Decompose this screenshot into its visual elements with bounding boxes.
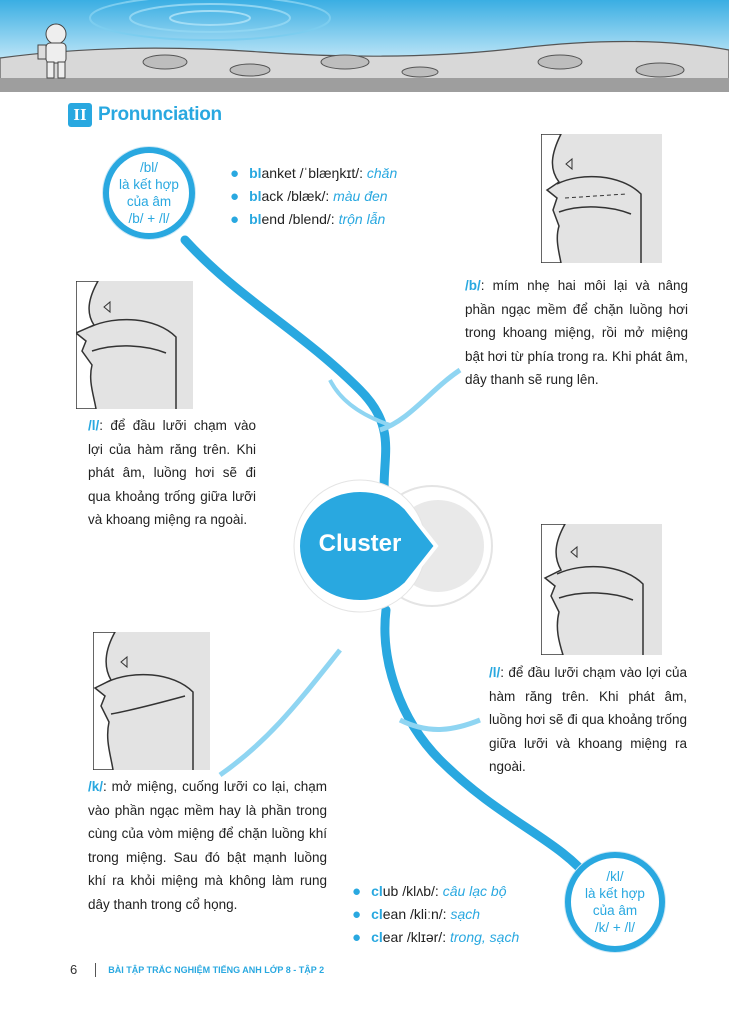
mouth-diagram-icon <box>76 281 193 409</box>
mouth-l-illustration-left <box>76 281 193 409</box>
bl-word-list <box>230 162 397 231</box>
list-item: ● clean /kliːn/: sạch <box>352 906 481 923</box>
book-title: BÀI TẬP TRẮC NGHIỆM TIẾNG ANH LỚP 8 - TẬP 2 <box>108 964 325 975</box>
kl-word-list <box>352 880 519 949</box>
list-item: ● club /klʌb/: câu lạc bộ <box>352 883 507 900</box>
list-item: ● blend /blend/: trộn lẫn <box>230 211 386 228</box>
list-item: ● black /blæk/: màu đen <box>230 188 388 205</box>
list-item: ● blanket /ˈblæŋkɪt/: chăn <box>230 165 398 182</box>
footer-divider <box>95 963 96 977</box>
section-title: Pronunciation <box>98 104 222 125</box>
bullet-icon: ● <box>230 211 240 228</box>
b-description: /b/: mím nhẹ hai môi lại và nâng phần ngạc mềm để chặn luồng hơi trong khoang miệng, rồi mở miệng bật hơi từ phía trong ra. Khi phát âm, dây thanh sẽ rung lên. <box>465 278 688 387</box>
kl-badge-line: /kl/ <box>606 869 624 884</box>
bl-badge-line: /bl/ <box>139 160 158 175</box>
mouth-diagram-icon <box>541 524 662 655</box>
center-label: Cluster <box>318 530 402 557</box>
bullet-icon: ● <box>352 906 362 923</box>
kl-badge-line: là kết hợp <box>585 886 645 901</box>
mouth-b-illustration <box>541 134 662 263</box>
bl-badge-line: của âm <box>126 194 172 209</box>
kl-badge <box>565 852 665 952</box>
mouth-l-illustration-right <box>541 524 662 655</box>
mouth-diagram-icon <box>93 632 210 770</box>
bullet-icon: ● <box>352 883 362 900</box>
page-footer <box>70 962 324 977</box>
page-number: 6 <box>70 962 78 977</box>
l-description-right: /l/: để đầu lưỡi chạm vào lợi của hàm răng trên. Khi phát âm, luồng hơi sẽ đi qua khoảng trống giữa lưỡi và khoang miệng ra ngoài. <box>489 665 687 774</box>
kl-badge-line: /k/ + /l/ <box>594 920 636 935</box>
list-item: ● clear /klɪər/: trong, sạch <box>352 929 520 946</box>
mouth-diagram-icon <box>541 134 662 263</box>
bullet-icon: ● <box>352 929 362 946</box>
bl-badge <box>103 147 195 239</box>
kl-badge-line: của âm <box>592 903 638 918</box>
l-description-left: /l/: để đầu lưỡi chạm vào lợi của hàm răng trên. Khi phát âm, luồng hơi sẽ đi qua khoảng trống giữa lưỡi và khoang miệng ra ngoài. <box>88 418 256 527</box>
mouth-k-illustration <box>93 632 210 770</box>
bl-badge-line: /b/ + /l/ <box>128 211 170 226</box>
bl-badge-line: là kết hợp <box>119 177 179 192</box>
section-number: II <box>68 103 92 127</box>
bullet-icon: ● <box>230 188 240 205</box>
k-description: /k/: mở miệng, cuống lưỡi co lại, chạm vào phần ngạc mềm hay là phần trong cùng của vòm miệng để chặn luồng khí trong miệng. Sau đó bật mạnh luồng khí ra khỏi miệng mà không làm rung dây thanh trong cổ họng. <box>88 779 327 912</box>
bullet-icon: ● <box>230 165 240 182</box>
